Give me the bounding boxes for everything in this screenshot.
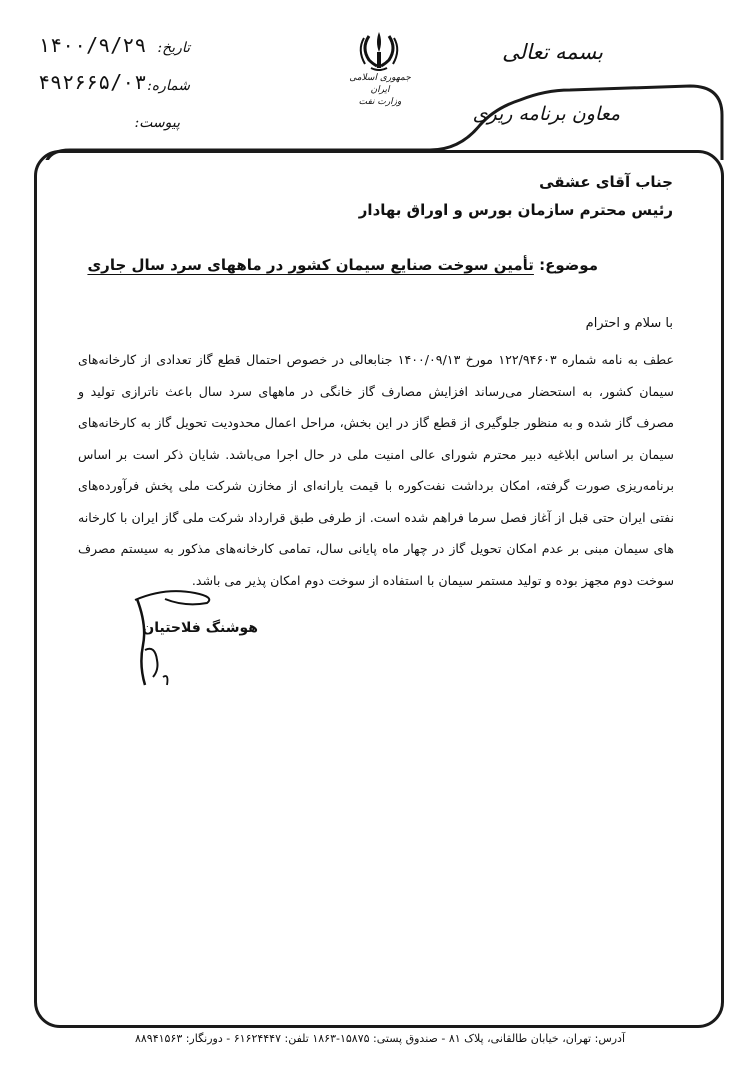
department-title: معاون برنامه ریزی: [472, 103, 620, 125]
attachment-label: پیوست:: [134, 115, 180, 131]
signature-icon: [125, 585, 245, 690]
addressee-name: جناب آقای عشقی: [539, 173, 673, 191]
emblem-caption-line1: جمهوری اسلامی ایران: [349, 73, 411, 95]
subject-label: موضوع:: [539, 256, 598, 274]
addressee-title: رئیس محترم سازمان بورس و اوراق بهادار: [358, 201, 673, 219]
emblem-caption: [340, 72, 420, 108]
date-label: تاریخ:: [157, 40, 190, 56]
greeting: با سلام و احترام: [585, 316, 673, 331]
footer-address: آدرس: تهران، خیابان طالقانی، پلاک ۸۱ - صندوق پستی: ۱۵۸۷۵-۱۸۶۳ تلفن: ۶۱۶۲۴۴۴۷ - دورنگار: ۸۸۹۴۱۵۶۳: [134, 1032, 626, 1045]
addressee-block: [359, 168, 673, 224]
emblem-caption-line2: وزارت نفت: [358, 97, 402, 107]
date-value: ۱۴۰۰/۹/۲۹: [38, 33, 147, 57]
signer-name: هوشنگ فلاحتیان: [142, 620, 258, 636]
basmala-heading: بسمه تعالی: [502, 40, 603, 64]
subject-text: تأمین سوخت صنایع سیمان کشور در ماههای سرد سال جاری: [87, 256, 534, 274]
number-value: ۴۹۲۶۶۵/۰۳: [38, 70, 147, 94]
letter-body: عطف به نامه شماره ۱۲۲/۹۴۶۰۳ مورخ ۱۴۰۰/۰۹/۱۳ جنابعالی در خصوص احتمال قطع گاز تعدادی از کارخانه‌های سیمان کشور، به استحضار می‌رساند افزایش مصارف گاز خانگی در ماههای سرد سال باعث ناترازی تولید و مصرف گاز شده و به منظور جلوگیری از قطع گاز در این بخش، مراحل اعمال محدودیت تحویل گاز به کارخانه‌های سیمان بر اساس ابلاغیه دبیر محترم شورای عالی امنیت ملی در حال اجرا می‌باشد. شایان ذکر است بر اساس برنامه‌ریزی صورت گرفته، امکان برداشت نفت‌کوره با قیمت یارانه‌ای از مخازن شرکت ملی پخش فرآورده‌های نفتی ایران حتی قبل از آغاز فصل سرما فراهم شده است. از طرفی طبق قرارداد شرکت ملی گاز ایران با کارخانه های سیمان مبنی بر عدم امکان تحویل گاز در چهار ماه پایانی سال، تمامی کارخانه‌های مذکور به سیستم مصرف سوخت دوم مجهز بوده و تولید مستمر سیمان با استفاده از سوخت دوم امکان پذیر می باشد.: [78, 352, 674, 588]
number-label: شماره:: [147, 78, 190, 94]
iran-emblem-icon: [355, 28, 403, 74]
subject-line: [87, 256, 598, 274]
